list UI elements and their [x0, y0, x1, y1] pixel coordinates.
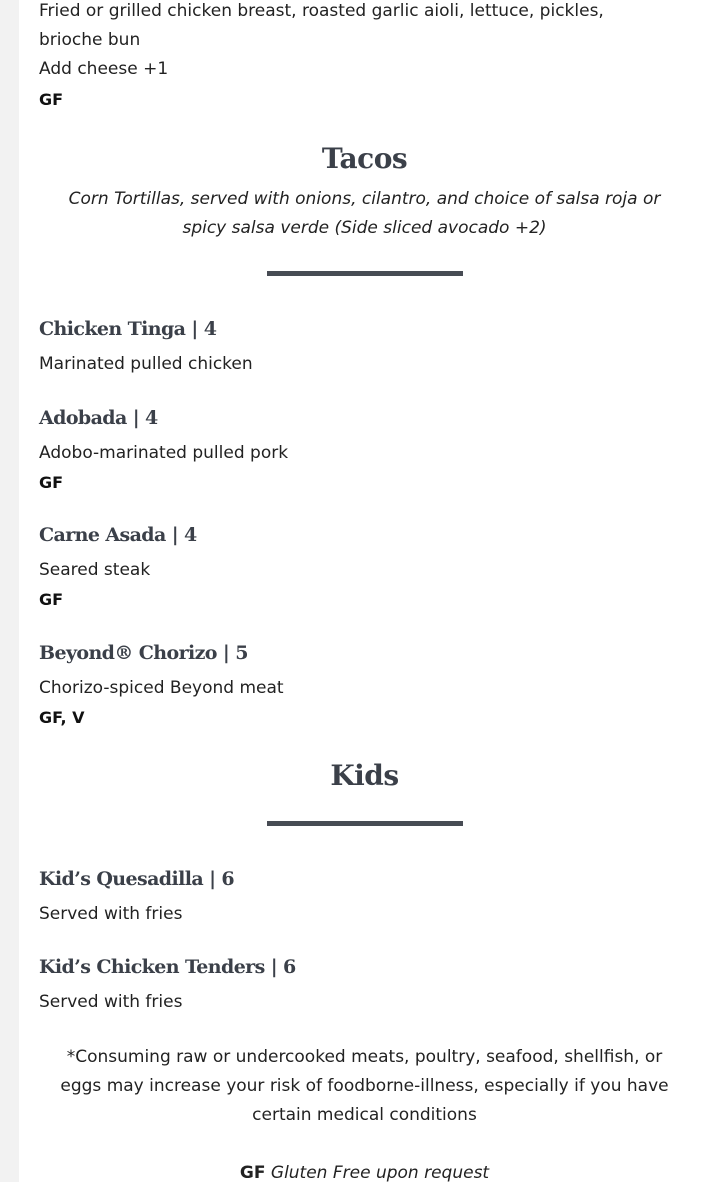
item-addon: Add cheese +1 — [39, 59, 169, 79]
left-margin-strip — [0, 0, 19, 1182]
allergen-disclaimer: eggs may increase your risk of foodborne-illness, especially if you have — [60, 1076, 669, 1096]
item-description: brioche bun — [39, 30, 141, 50]
menu-item-title: Kid’s Quesadilla | 6 — [39, 868, 235, 890]
item-description: Fried or grilled chicken breast, roasted garlic aioli, lettuce, pickles, — [39, 1, 604, 21]
section-subtitle: spicy salsa verde (Side sliced avocado +2) — [182, 218, 547, 238]
section-divider — [267, 271, 463, 276]
menu-content — [19, 0, 710, 1182]
menu-item-title: Beyond® Chorizo | 5 — [39, 642, 248, 664]
section-divider — [267, 821, 463, 826]
menu-item-description: Adobo-marinated pulled pork — [39, 443, 289, 463]
dietary-tag: GF — [39, 473, 64, 492]
dietary-tag: GF — [39, 590, 64, 609]
section-title-tacos: Tacos — [321, 142, 408, 175]
dietary-tag: GF — [39, 90, 64, 109]
menu-item-description: Served with fries — [39, 904, 183, 924]
menu-item-description: Marinated pulled chicken — [39, 354, 253, 374]
allergen-disclaimer: certain medical conditions — [252, 1105, 477, 1125]
legend-code: GF — [239, 1163, 266, 1183]
menu-item-title: Carne Asada | 4 — [39, 524, 197, 546]
legend-text: Gluten Free upon request — [270, 1163, 490, 1183]
menu-item-title: Chicken Tinga | 4 — [39, 318, 217, 340]
section-subtitle: Corn Tortillas, served with onions, cilantro, and choice of salsa roja or — [68, 189, 661, 209]
menu-item-description: Seared steak — [39, 560, 151, 580]
section-title-kids: Kids — [330, 759, 399, 792]
menu-item-description: Served with fries — [39, 992, 183, 1012]
allergen-disclaimer: *Consuming raw or undercooked meats, poultry, seafood, shellfish, or — [66, 1047, 663, 1067]
dietary-legend — [19, 1161, 710, 1185]
menu-item-title: Adobada | 4 — [39, 407, 158, 429]
menu-item-description: Chorizo-spiced Beyond meat — [39, 678, 284, 698]
menu-item-title: Kid’s Chicken Tenders | 6 — [39, 956, 296, 978]
dietary-tag: GF, V — [39, 708, 85, 727]
